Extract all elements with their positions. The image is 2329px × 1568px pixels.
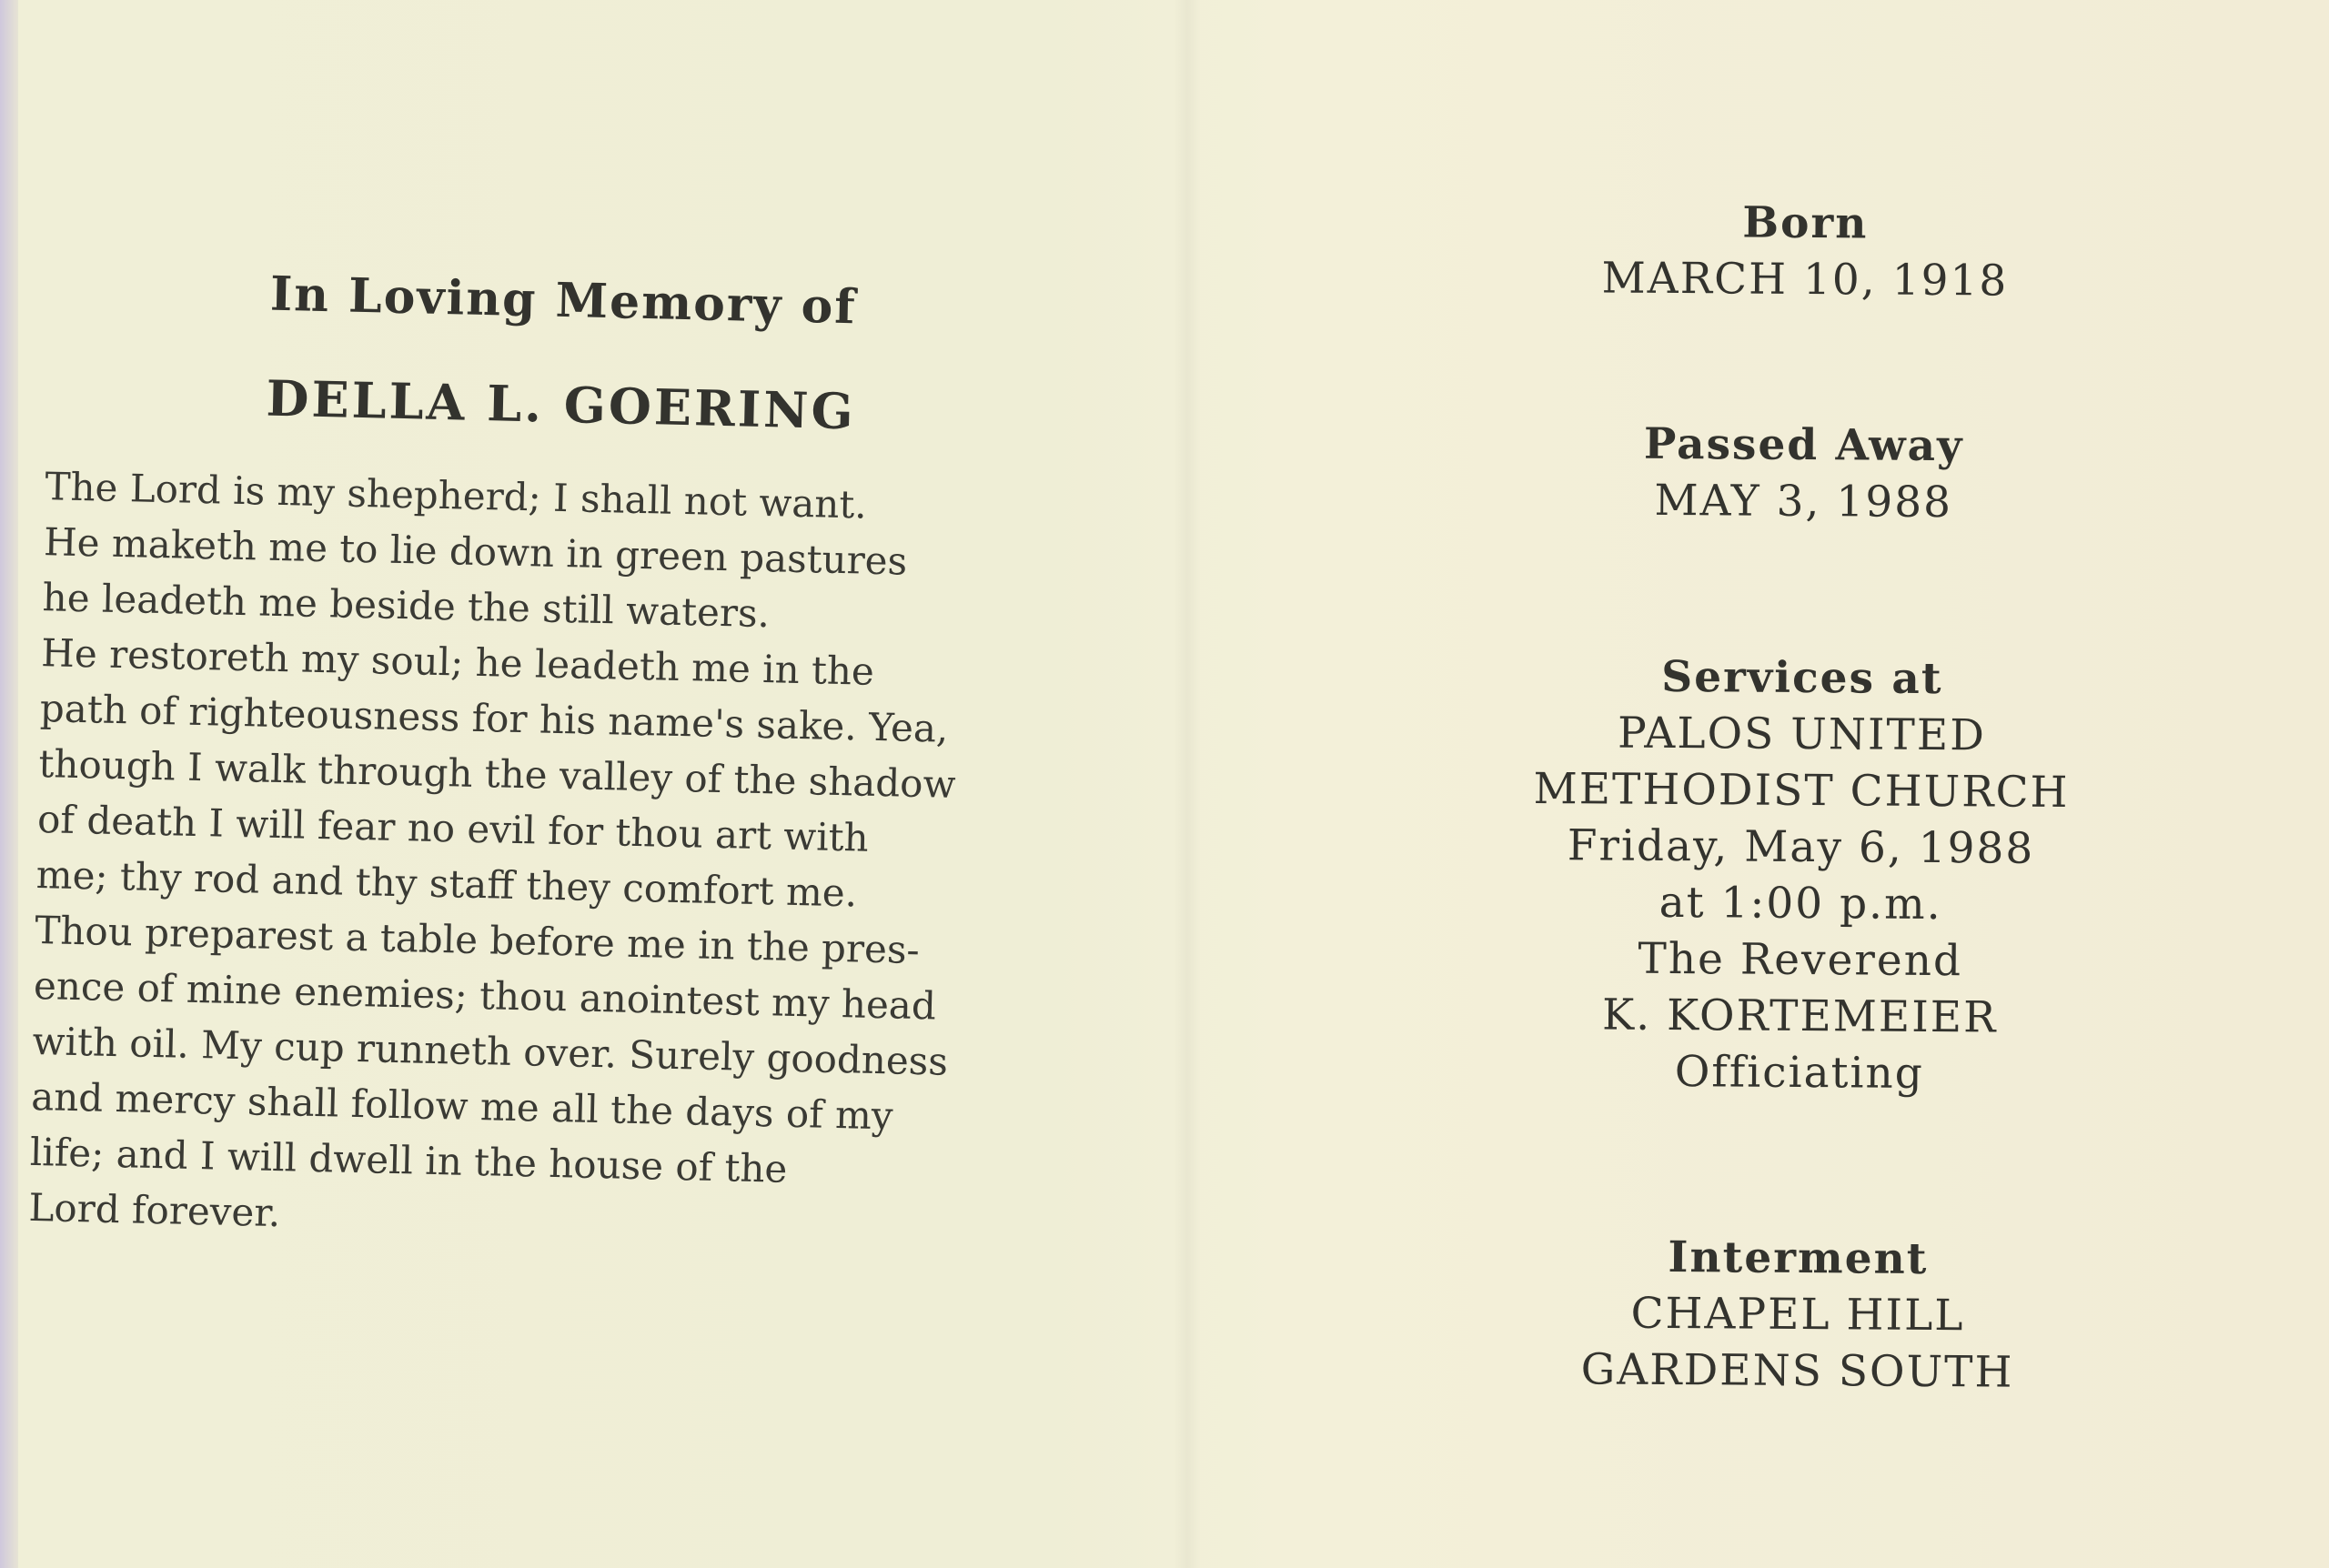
- card-fold: [1174, 0, 1201, 1568]
- cemetery-name-line1: CHAPEL HILL: [1630, 1288, 1965, 1342]
- right-panel: [1433, 193, 2169, 1402]
- service-date: Friday, May 6, 1988: [1567, 820, 2035, 874]
- verse-line: and mercy shall follow me all the days of my: [30, 1073, 894, 1139]
- verse-line: ence of mine enemies; thou anointest my head: [33, 962, 937, 1029]
- verse-line: Lord forever.: [27, 1184, 281, 1236]
- verse-line: of death I will fear no evil for thou art with: [36, 797, 870, 860]
- verse-line: Thou preparest a table before me in the pres-: [34, 907, 921, 973]
- church-name-line1: PALOS UNITED: [1617, 708, 1987, 761]
- verse-line: He maketh me to lie down in green pastures: [43, 519, 908, 584]
- officiant-role: Officiating: [1674, 1047, 1925, 1099]
- card-edge: [0, 0, 18, 1568]
- verse-line: me; thy rod and thy staff they comfort me.: [35, 852, 858, 916]
- cemetery-name-line2: GARDENS SOUTH: [1580, 1344, 2014, 1398]
- born-label: Born: [1742, 197, 1869, 249]
- verse-line: though I walk through the valley of the shadow: [38, 741, 957, 807]
- services-label: Services at: [1661, 651, 1943, 705]
- passed-away-label: Passed Away: [1643, 418, 1964, 472]
- church-name-line2: METHODIST CHURCH: [1533, 763, 2070, 819]
- deceased-name: DELLA L. GOERING: [266, 368, 857, 441]
- left-panel: [28, 261, 1078, 1258]
- passed-away-date: MAY 3, 1988: [1654, 475, 1953, 528]
- verse-line: path of righteousness for his name's sake. Yea,: [39, 686, 949, 751]
- verse-line: life; and I will dwell in the house of the: [29, 1129, 788, 1191]
- born-date: MARCH 10, 1918: [1601, 253, 2009, 307]
- verse-line: He restoreth my soul; he leadeth me in the: [40, 630, 875, 694]
- memorial-heading: In Loving Memory of: [269, 266, 858, 336]
- verse-line: with oil. My cup runneth over. Surely goodness: [32, 1018, 949, 1084]
- verse-line: The Lord is my shepherd; I shall not want.: [44, 464, 868, 528]
- psalm-verse: [28, 458, 1074, 1258]
- officiant-name: K. KORTEMEIER: [1601, 990, 1998, 1043]
- officiant-title: The Reverend: [1638, 933, 1963, 987]
- verse-line: he leadeth me beside the still waters.: [42, 575, 771, 637]
- service-time: at 1:00 p.m.: [1659, 877, 1942, 930]
- interment-label: Interment: [1668, 1231, 1929, 1284]
